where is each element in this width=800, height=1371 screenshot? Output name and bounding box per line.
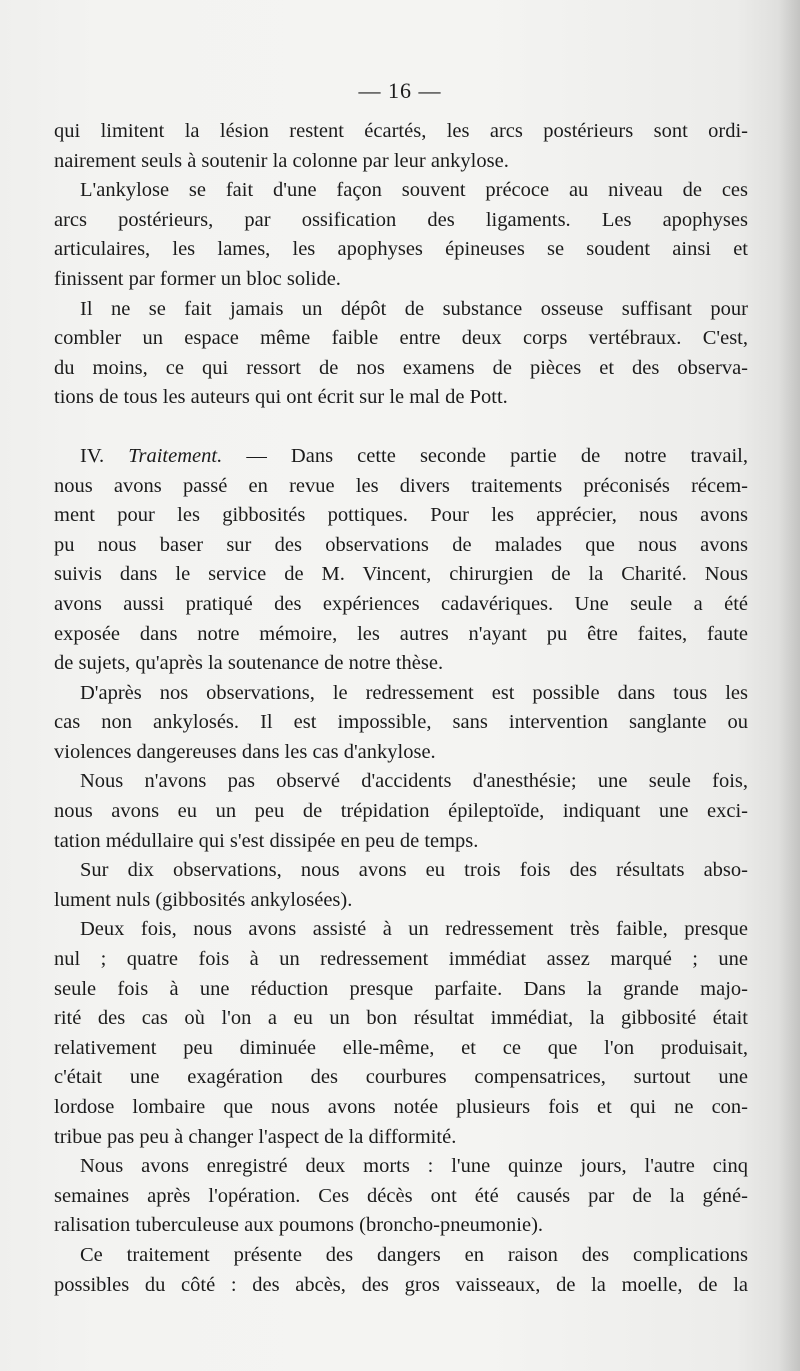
paragraph-line: Nous n'avons pas observé d'accidents d'anesthésie; une seule fois, [80,770,748,793]
paragraph-line: avons aussi pratiqué des expériences cadavériques. Une seule a été [54,592,748,615]
paragraph-line: pu nous baser sur des observations de malades que nous avons [54,533,748,556]
paragraph-line: qui limitent la lésion restent écartés, les arcs postérieurs sont ordi- [54,120,748,142]
paragraph-line: cas non ankylosés. Il est impossible, sans intervention sanglante ou [54,711,748,734]
paragraph-line: tribue pas peu à changer l'aspect de la difformité. [54,1125,457,1148]
page-text [54,117,748,1300]
paragraph-line: finissent par former un bloc solide. [54,267,341,290]
paragraph-line: articulaires, les lames, les apophyses épineuses se soudent ainsi et [54,238,748,261]
paragraph-line: lordose lombaire que nous avons notée plusieurs fois et qui ne con- [54,1096,748,1118]
page-number: — 16 — [358,78,442,103]
paragraph-line: Nous avons enregistré deux morts : l'une quinze jours, l'autre cinq [80,1155,748,1178]
section-heading-line [54,442,748,472]
paragraph-line: nairement seuls à soutenir la colonne par leur ankylose. [54,149,509,172]
paragraph-line: Il ne se fait jamais un dépôt de substance osseuse suffisant pour [80,297,748,320]
paragraph-line: relativement peu diminuée elle-même, et ce que l'on produisait, [54,1036,748,1059]
paragraph-line: Sur dix observations, nous avons eu trois fois des résultats abso- [80,859,748,882]
paragraph-line: combler un espace même faible entre deux corps vertébraux. C'est, [54,327,748,350]
paragraph-line: ment pour les gibbosités pottiques. Pour les apprécier, nous avons [54,504,748,527]
paragraph-line: seule fois à une réduction presque parfaite. Dans la grande majo- [54,977,748,1000]
paragraph-line: exposée dans notre mémoire, les autres n'ayant pu être faites, faute [54,622,748,645]
paragraph-line: de sujets, qu'après la soutenance de notre thèse. [54,652,444,675]
paragraph-line: rité des cas où l'on a eu un bon résultat immédiat, la gibbosité était [54,1007,748,1030]
paragraph-line: ralisation tuberculeuse aux poumons (broncho-pneumonie). [54,1214,544,1237]
paragraph-line: nul ; quatre fois à un redressement immédiat assez marqué ; une [54,948,748,971]
paragraph-line: nous avons passé en revue les divers traitements préconisés récem- [54,474,748,497]
paragraph-line: D'après nos observations, le redressement est possible dans tous les [80,681,748,704]
section-number: IV. [80,444,105,467]
paragraph-line: c'était une exagération des courbures compensatrices, surtout une [54,1066,748,1089]
section-heading-text: — Dans cette seconde partie de notre travail, [246,444,749,467]
paragraph-line: arcs postérieurs, par ossification des ligaments. Les apophyses [54,208,748,231]
paragraph-line: L'ankylose se fait d'une façon souvent précoce au niveau de ces [80,179,748,202]
paragraph-line: Deux fois, nous avons assisté à un redressement très faible, presque [80,918,748,941]
paragraph-line: tions de tous les auteurs qui ont écrit sur le mal de Pott. [54,386,508,409]
paragraph-line: violences dangereuses dans les cas d'ankylose. [54,740,436,763]
paragraph-line: possibles du côté : des abcès, des gros vaisseaux, de la moelle, de la [54,1273,748,1296]
paragraph-line: tation médullaire qui s'est dissipée en peu de temps. [54,829,479,852]
paragraph-line: nous avons eu un peu de trépidation épileptoïde, indiquant une exci- [54,800,748,823]
paragraph-line: semaines après l'opération. Ces décès ont été causés par de la géné- [54,1184,748,1207]
paragraph-line: du moins, ce qui ressort de nos examens de pièces et des observa- [54,356,748,379]
paragraph-line: lument nuls (gibbosités ankylosées). [54,888,353,911]
section-title: Traitement. [128,444,223,467]
paragraph-line: Ce traitement présente des dangers en raison des complications [80,1243,748,1266]
paragraph-line: suivis dans le service de M. Vincent, chirurgien de la Charité. Nous [54,563,748,586]
